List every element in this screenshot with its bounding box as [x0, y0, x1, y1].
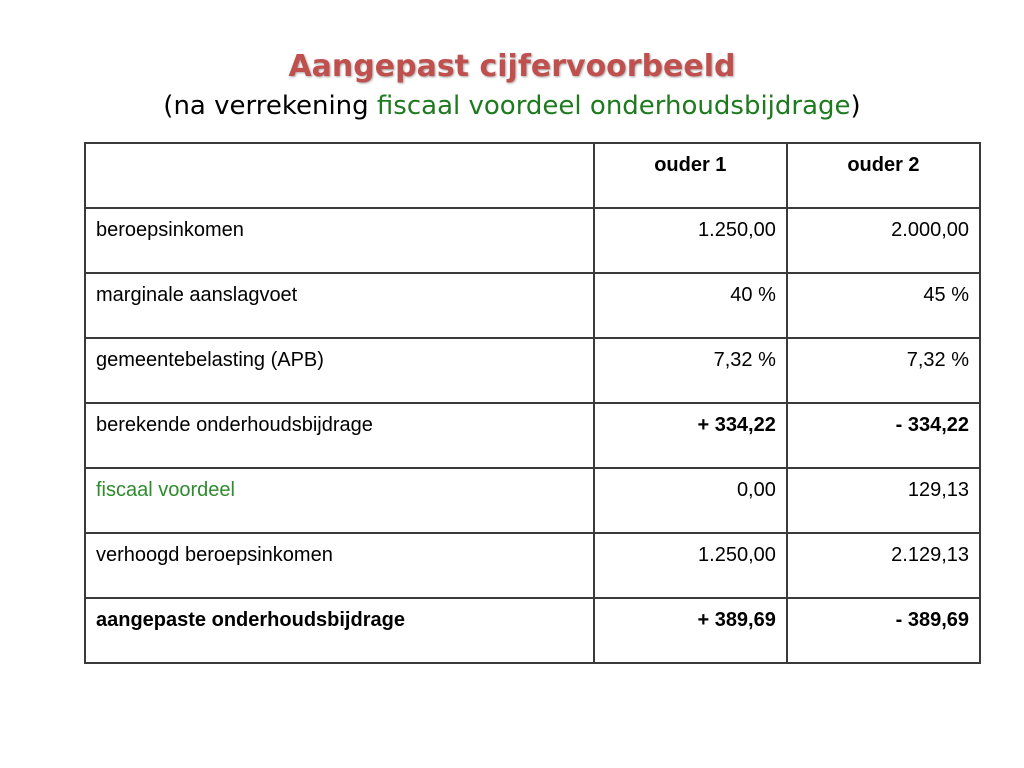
row-label: fiscaal voordeel — [85, 468, 594, 533]
row-label: berekende onderhoudsbijdrage — [85, 403, 594, 468]
header-ouder-1: ouder 1 — [594, 143, 787, 208]
row-value-ouder-1: 40 % — [594, 273, 787, 338]
row-value-ouder-1: 1.250,00 — [594, 533, 787, 598]
row-value-ouder-2: 129,13 — [787, 468, 980, 533]
row-value-ouder-1: + 334,22 — [594, 403, 787, 468]
page-subtitle — [0, 88, 1024, 124]
row-label: verhoogd beroepsinkomen — [85, 533, 594, 598]
table-header-row — [85, 143, 980, 208]
table-row — [85, 403, 980, 468]
title-block — [0, 46, 1024, 124]
row-value-ouder-2: 45 % — [787, 273, 980, 338]
table-row — [85, 208, 980, 273]
row-value-ouder-2: 7,32 % — [787, 338, 980, 403]
row-label: marginale aanslagvoet — [85, 273, 594, 338]
header-empty — [85, 143, 594, 208]
subtitle-open: (na verrekening — [163, 91, 377, 121]
table-row — [85, 533, 980, 598]
subtitle-close: ) — [850, 91, 861, 121]
row-value-ouder-1: 0,00 — [594, 468, 787, 533]
row-label: gemeentebelasting (APB) — [85, 338, 594, 403]
row-value-ouder-2: - 334,22 — [787, 403, 980, 468]
row-value-ouder-1: 1.250,00 — [594, 208, 787, 273]
row-label: beroepsinkomen — [85, 208, 594, 273]
subtitle-highlight: fiscaal voordeel onderhoudsbijdrage — [376, 91, 851, 121]
row-value-ouder-2: 2.000,00 — [787, 208, 980, 273]
header-ouder-2: ouder 2 — [787, 143, 980, 208]
table-row — [85, 468, 980, 533]
page-title: Aangepast cijfervoorbeeld — [288, 49, 736, 84]
row-label: aangepaste onderhoudsbijdrage — [85, 598, 594, 663]
comparison-table — [84, 142, 981, 664]
row-value-ouder-1: 7,32 % — [594, 338, 787, 403]
table-row — [85, 338, 980, 403]
row-value-ouder-2: 2.129,13 — [787, 533, 980, 598]
row-value-ouder-2: - 389,69 — [787, 598, 980, 663]
row-value-ouder-1: + 389,69 — [594, 598, 787, 663]
table-row — [85, 598, 980, 663]
table-row — [85, 273, 980, 338]
